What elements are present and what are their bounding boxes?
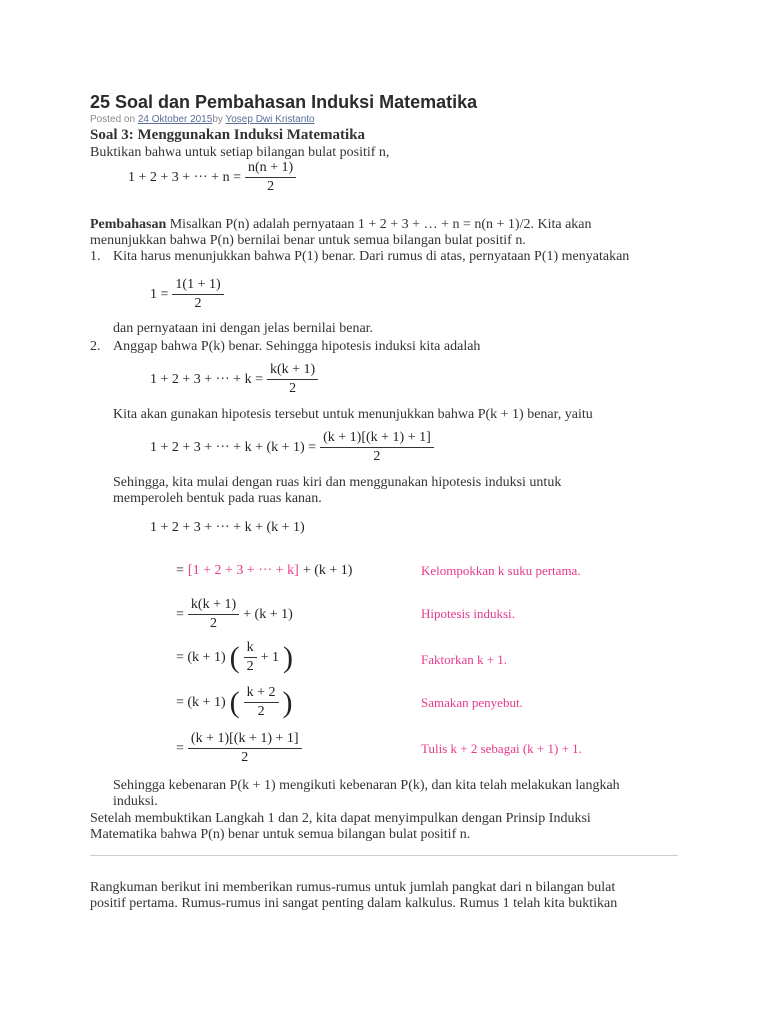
post-meta (90, 114, 315, 125)
goal-eq-lhs: 1 + 2 + 3 + ··· + k + (k + 1) = (150, 439, 317, 455)
chain-r1-rest: + (k + 1) (302, 563, 353, 578)
conclusion-1: Sehingga kebenaran P(k + 1) mengikuti kebenaran P(k), dan kita telah melakukan langkah (113, 778, 620, 793)
chain-r4-paren-left: ( (229, 685, 240, 719)
chain-r2-note: Hipotesis induksi. (421, 606, 515, 621)
step-1-eq-denominator: 2 (194, 296, 202, 311)
hypothesis-equation (150, 362, 318, 397)
main-eq-lhs: 1 + 2 + 3 + ··· + n = (128, 169, 241, 185)
pembahasan-text-1: Misalkan P(n) adalah pernyataan 1 + 2 + 3 + … + n = n(n + 1)/2. Kita akan (166, 217, 592, 232)
chain-r5-denominator: 2 (241, 750, 249, 765)
chain-r3-note: Faktorkan k + 1. (421, 652, 508, 667)
step-1-equation (150, 277, 224, 312)
chain-r4-denominator: 2 (257, 704, 265, 719)
chain-r3-paren-right: ) (283, 640, 294, 674)
pembahasan-line-2: menunjukkan bahwa P(n) bernilai benar untuk semua bilangan bulat positif n. (90, 233, 526, 248)
pembahasan-line-1 (90, 217, 592, 233)
step-1-after: dan pernyataan ini dengan jelas bernilai benar. (113, 321, 374, 336)
goal-eq-denominator: 2 (373, 449, 381, 464)
chain-r3-eq: = (k + 1) (176, 649, 226, 665)
step-2-number: 2. (90, 339, 101, 354)
chain-r2-eq: = (176, 606, 184, 622)
summary-line-1: Rangkuman berikut ini memberikan rumus-rumus untuk jumlah pangkat dari n bilangan bulat (90, 880, 616, 895)
step-1-eq-numerator: 1(1 + 1) (172, 277, 223, 295)
main-eq-fraction (245, 160, 296, 195)
hyp-eq-lhs: 1 + 2 + 3 + ··· + k = (150, 371, 263, 387)
chain-r4-paren-right: ) (282, 685, 293, 719)
chain-r4-numerator: k + 2 (244, 685, 279, 703)
chain-r2-rest: + (k + 1) (243, 606, 293, 622)
page-title: 25 Soal dan Pembahasan Induksi Matematika (90, 92, 478, 112)
goal-eq-fraction (320, 430, 434, 465)
problem-statement: Buktikan bahwa untuk setiap bilangan bulat positif n, (90, 145, 390, 160)
chain-r3-numerator: k (244, 640, 257, 658)
final-line-2: Matematika bahwa P(n) benar untuk semua bilangan bulat positif n. (90, 827, 471, 842)
hyp-eq-denominator: 2 (289, 381, 297, 396)
section-divider (90, 855, 678, 856)
hyp-eq-numerator: k(k + 1) (267, 362, 318, 380)
summary-line-2: positif pertama. Rumus-rumus ini sangat penting dalam kalkulus. Rumus 1 telah kita buktikan (90, 896, 618, 911)
chain-r5-fraction (188, 731, 302, 766)
chain-r5-numerator: (k + 1)[(k + 1) + 1] (188, 731, 302, 749)
step-1-eq-fraction (172, 277, 223, 312)
chain-r4-fraction (244, 685, 279, 720)
author-link[interactable]: Yosep Dwi Kristanto (225, 114, 315, 125)
main-eq-denominator: 2 (267, 179, 275, 194)
by-label: by (212, 114, 226, 125)
chain-r2-denominator: 2 (210, 616, 218, 631)
chain-r4-eq: = (k + 1) (176, 694, 226, 710)
chain-row-1 (176, 563, 352, 579)
pembahasan-label: Pembahasan (90, 217, 167, 232)
chain-lhs: 1 + 2 + 3 + ··· + k + (k + 1) (150, 520, 305, 535)
chain-r1-eq: = (176, 563, 184, 578)
chain-r1-note: Kelompokkan k suku pertama. (421, 563, 581, 578)
chain-r3-rest: + 1 (260, 649, 280, 665)
goal-text: Kita akan gunakan hipotesis tersebut untuk menunjukkan bahwa P(k + 1) benar, yaitu (113, 407, 593, 422)
section-heading: Soal 3: Menggunakan Induksi Matematika (90, 127, 366, 143)
hyp-eq-fraction (267, 362, 318, 397)
chain-r3-fraction (244, 640, 257, 675)
chain-row-5 (176, 731, 302, 766)
main-equation (128, 160, 296, 195)
goal-eq-numerator: (k + 1)[(k + 1) + 1] (320, 430, 434, 448)
chain-row-4 (176, 685, 293, 720)
final-line-1: Setelah membuktikan Langkah 1 dan 2, kita dapat menyimpulkan dengan Prinsip Induksi (90, 811, 591, 826)
chain-row-2 (176, 597, 293, 632)
chain-r5-note: Tulis k + 2 sebagai (k + 1) + 1. (421, 741, 582, 756)
goal-equation (150, 430, 434, 465)
chain-row-3 (176, 640, 293, 675)
chain-r3-denominator: 2 (246, 659, 254, 674)
conclusion-2: induksi. (113, 794, 158, 809)
chain-r4-note: Samakan penyebut. (421, 695, 523, 710)
step-2-text: Anggap bahwa P(k) benar. Sehingga hipotesis induksi kita adalah (113, 339, 481, 354)
post-date-link[interactable]: 24 Oktober 2015 (137, 114, 213, 125)
main-eq-numerator: n(n + 1) (245, 160, 296, 178)
chain-r5-eq: = (176, 740, 184, 756)
start-text-2: memperoleh bentuk pada ruas kanan. (113, 491, 322, 506)
chain-r2-fraction (188, 597, 239, 632)
posted-on-label: Posted on (90, 114, 138, 125)
chain-r3-paren-left: ( (229, 640, 240, 674)
step-1-number: 1. (90, 249, 101, 264)
chain-r2-numerator: k(k + 1) (188, 597, 239, 615)
start-text-1: Sehingga, kita mulai dengan ruas kiri dan menggunakan hipotesis induksi untuk (113, 475, 562, 490)
chain-r1-grouped: [1 + 2 + 3 + ··· + k] (187, 563, 299, 578)
step-1-eq-lhs: 1 = (150, 286, 169, 302)
step-1-text: Kita harus menunjukkan bahwa P(1) benar. Dari rumus di atas, pernyataan P(1) menyatakan (113, 249, 630, 264)
